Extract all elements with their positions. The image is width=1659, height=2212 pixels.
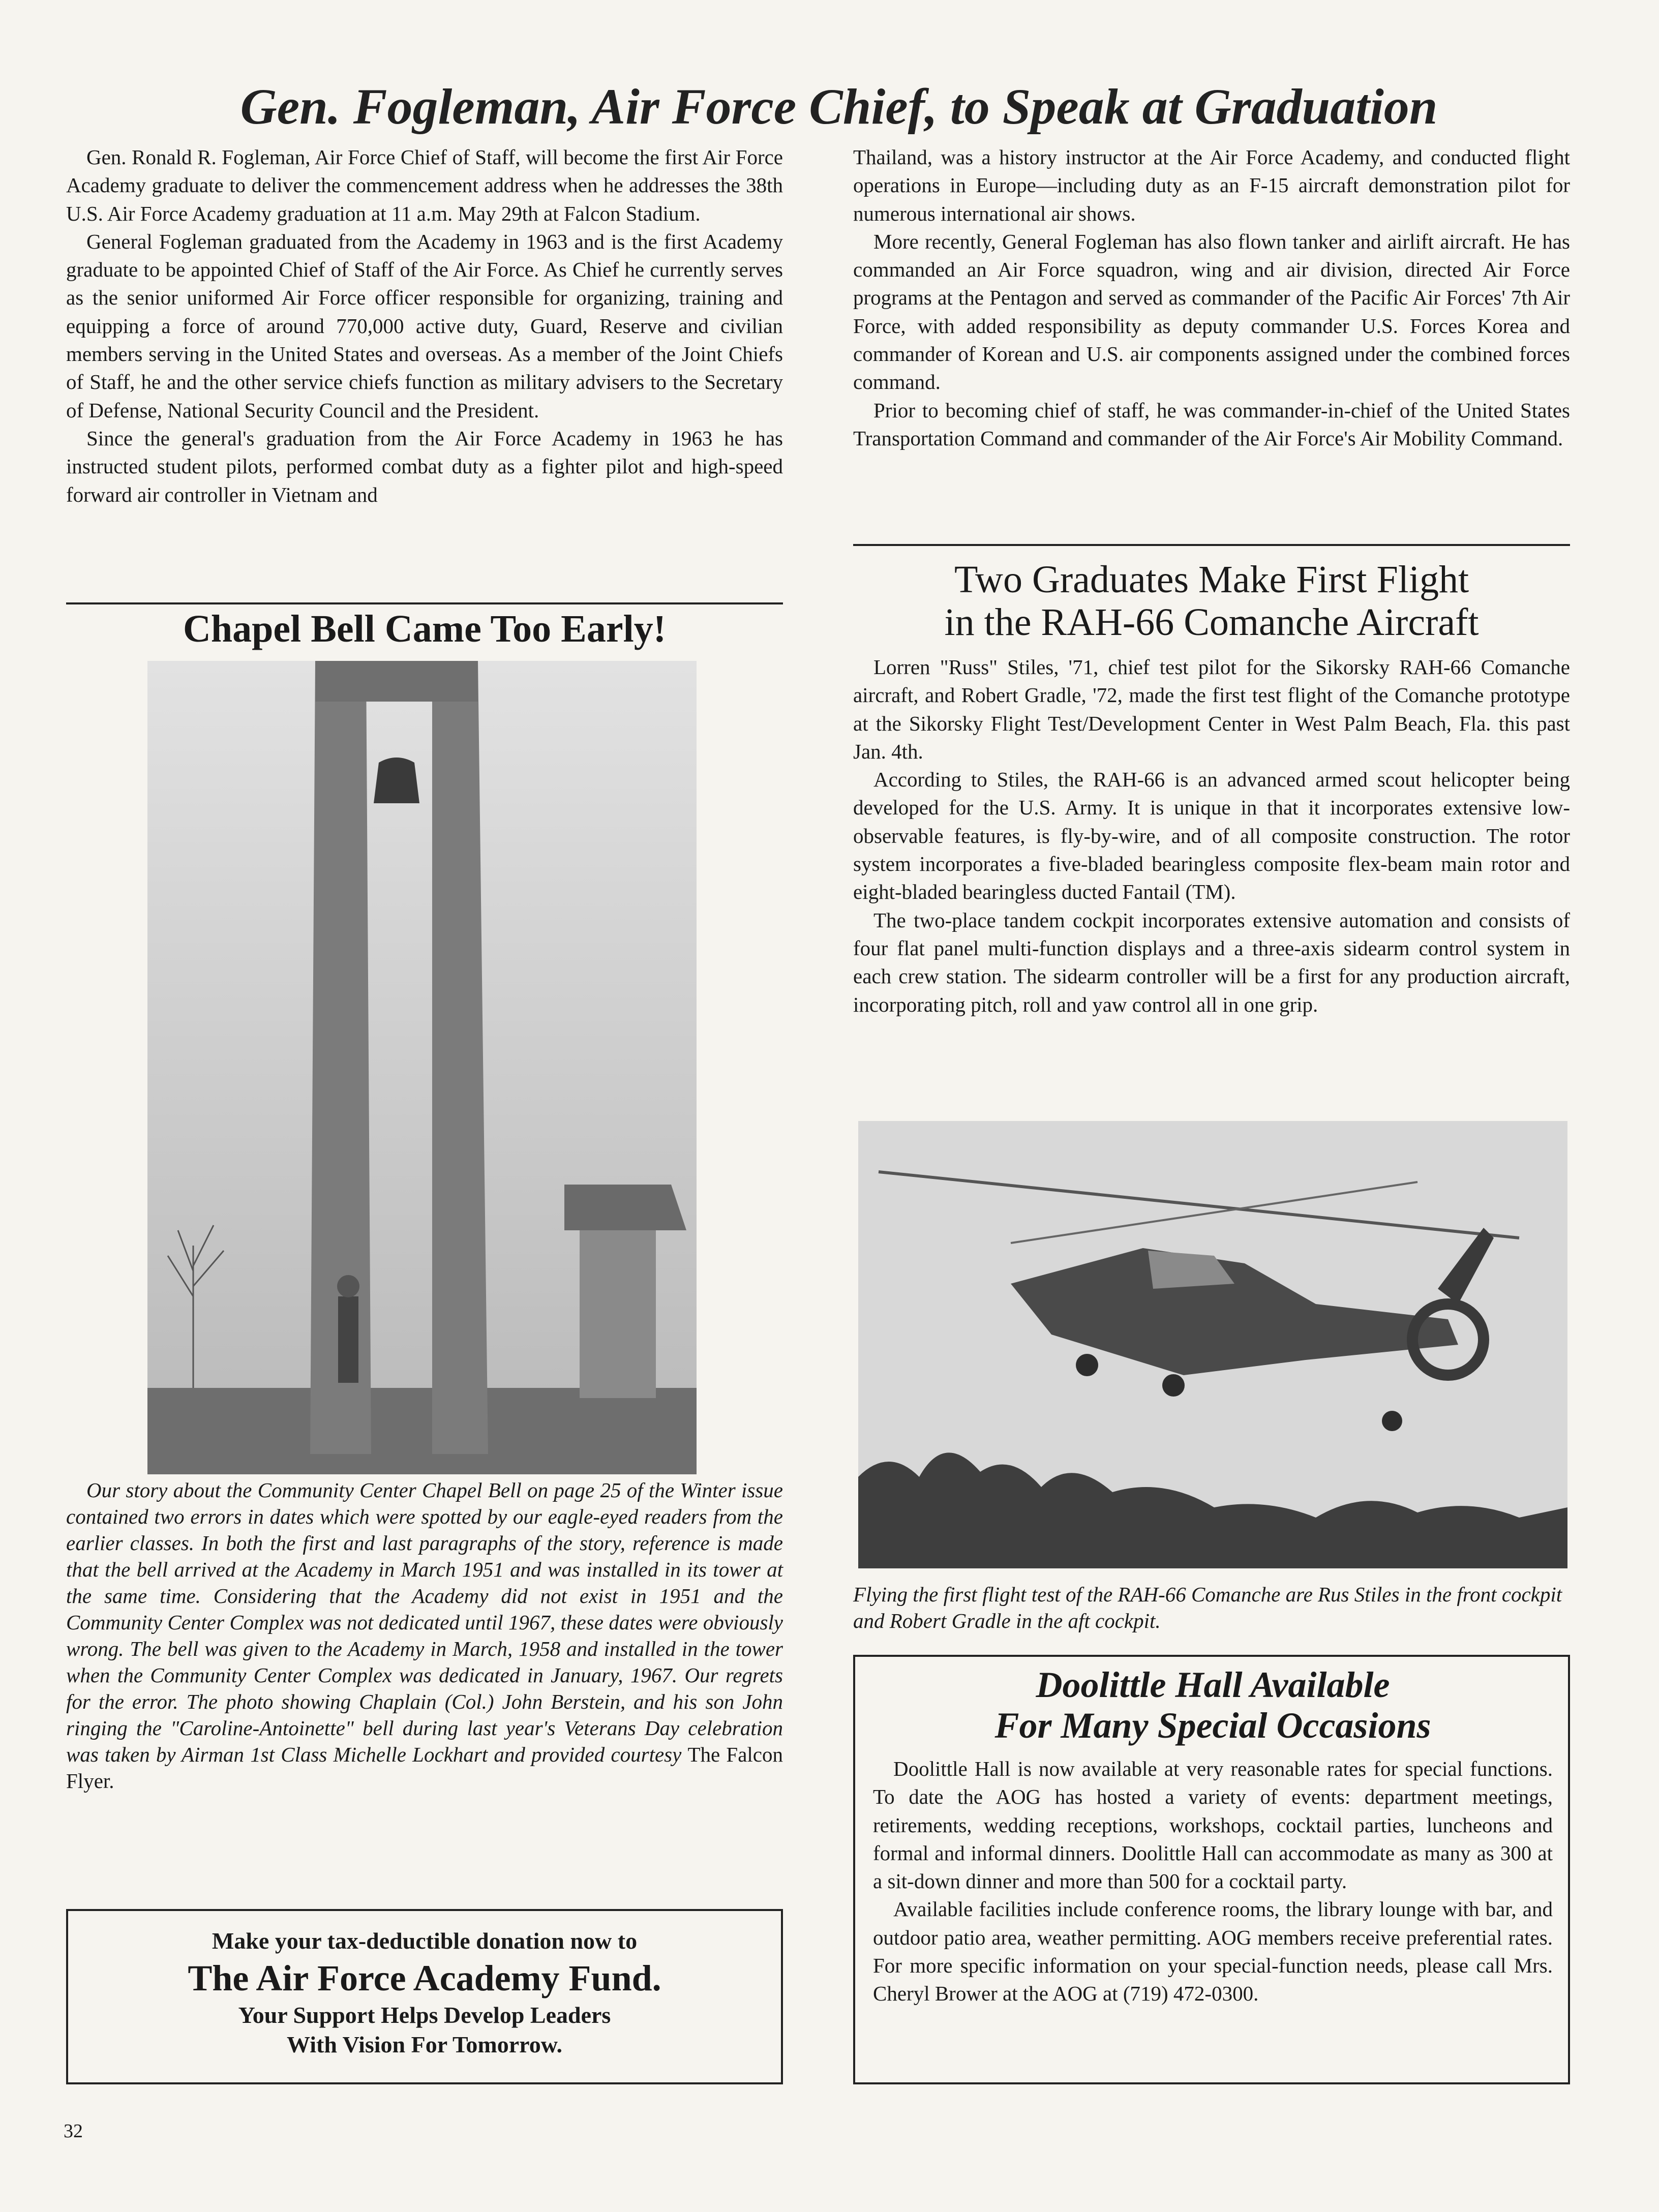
fogleman-article-left [66,143,783,509]
chapel-heading: Chapel Bell Came Too Early! [183,608,667,650]
comanche-helicopter-photo [858,1121,1567,1568]
doolittle-box [853,1655,1570,2084]
fund-donation-box [66,1909,783,2084]
fund-line-1: Make your tax-deductible donation now to [212,1928,638,1954]
comanche-paragraph-2: According to Stiles, the RAH-66 is an advanced armed scout helicopter being developed for the U.S. Army. It is unique in that it incorporates extensive low-observable features, is fly-by-wire, and of all composite construction. The rotor system incorporates a five-bladed bearingless composite flex-beam main rotor and eight-bladed bearingless ducted Fantail (TM). [853,768,1570,904]
fogleman-paragraph-1: Gen. Ronald R. Fogleman, Air Force Chief of Staff, will become the first Air Force Academy graduate to deliver the commencement address when he addresses the 38th U.S. Air Force Academy graduation at 11 a.m. May 29th at Falcon Stadium. [66,145,783,225]
comanche-paragraph-3: The two-place tandem cockpit incorporates extensive automation and consists of four flat panel multi-function displays and a three-axis sidearm control system in each crew station. The sidearm controller will be a first for any production aircraft, incorporating pitch, roll and yaw control all in one grip. [853,908,1570,1016]
comanche-caption: Flying the first flight test of the RAH-66 Comanche are Rus Stiles in the front cockpit and Robert Gradle in the aft cockpit. [853,1583,1562,1632]
comanche-heading: Two Graduates Make First Flight in the RAH-66 Comanche Aircraft [944,558,1479,644]
page-number: 32 [64,2120,83,2142]
chapel-caption: Our story about the Community Center Chapel Bell on page 25 of the Winter issue contained two errors in dates which were spotted by our eagle-eyed readers from the earlier classes. In both the first and last paragraphs of the story, reference is made that the bell arrived at the Academy in March 1951 and was installed in its tower at the same time. Considering that the Academy did not exist in 1951 and the Community Center Complex was not dedicated until 1967, these dates were obviously wrong. The bell was given to the Academy in March, 1958 and installed in the tower when the Community Center Complex was dedicated in January, 1967. Our regrets for the error. The photo showing Chaplain (Col.) John Berstein, and his son John ringing the "Caroline-Antoinette" bell during last year's Veterans Day celebration was taken by Airman 1st Class Michelle Lockhart and provided courtesy The Falcon Flyer. [66,1478,783,1793]
fund-line-4: With Vision For Tomorrow. [287,2032,562,2057]
chapel-bell-illustration [147,661,697,1474]
section-divider [853,544,1570,546]
section-divider [66,602,783,604]
fogleman-paragraph-2: General Fogleman graduated from the Academy in 1963 and is the first Academy graduate to be appointed Chief of Staff of the Air Force. As Chief he currently serves as the senior uniformed Air Force officer responsible for organizing, training and equipping a force of around 770,000 active duty, Guard, Reserve and civilian members serving in the United States and overseas. As a member of the Joint Chiefs of Staff, he and the other service chiefs function as military advisers to the Secretary of Defense, National Security Council and the President. [66,229,783,422]
comanche-paragraph-1: Lorren "Russ" Stiles, '71, chief test pilot for the Sikorsky RAH-66 Comanche aircraft, and Robert Gradle, '72, made the first test flight of the Comanche prototype at the Sikorsky Flight Test/Development Center in West Palm Beach, Fla. this past Jan. 4th. [853,655,1570,763]
helicopter-illustration [858,1121,1567,1568]
fogleman-article-right [853,143,1570,452]
comanche-article [853,653,1570,1019]
fund-line-2: The Air Force Academy Fund. [188,1958,661,1998]
fogleman-paragraph-3: Since the general's graduation from the Air Force Academy in 1963 he has instructed student pilots, performed combat duty as a fighter pilot and high-speed forward air controller in Vietnam and [66,426,783,506]
fogleman-continued-1: Thailand, was a history instructor at the Air Force Academy, and conducted flight operations in Europe—including duty as an F-15 aircraft demonstration pilot for numerous international air shows. [853,145,1570,225]
chapel-bell-photo [147,661,697,1474]
fogleman-continued-2: More recently, General Fogleman has also flown tanker and airlift aircraft. He has commanded an Air Force squadron, wing and air division, directed Air Force programs at the Pentagon and served as commander of the Pacific Air Forces' 7th Air Force, with added responsibility as deputy commander U.S. Forces Korea and commander of Korean and U.S. air components assigned under the combined forces command. [853,229,1570,394]
doolittle-heading: Doolittle Hall Available For Many Special Occasions [994,1664,1431,1746]
doolittle-paragraph-1: Doolittle Hall is now available at very reasonable rates for special functions. To date the AOG has hosted a variety of events: department meetings, retirements, wedding receptions, workshops, cocktail parties, luncheons and formal and informal dinners. Doolittle Hall can accommodate as many as 300 at a sit-down dinner and more than 500 for a cocktail party. [873,1757,1553,1893]
page-title: Gen. Fogleman, Air Force Chief, to Speak at Graduation [240,78,1438,135]
fund-line-3: Your Support Helps Develop Leaders [238,2002,611,2028]
fogleman-continued-3: Prior to becoming chief of staff, he was commander-in-chief of the United States Transportation Command and commander of the Air Force's Air Mobility Command. [853,398,1570,450]
doolittle-paragraph-2: Available facilities include conference rooms, the library lounge with bar, and outdoor patio area, weather permitting. AOG members receive preferential rates. For more specific information on your special-function needs, please call Mrs. Cheryl Brower at the AOG at (719) 472-0300. [873,1897,1553,2006]
